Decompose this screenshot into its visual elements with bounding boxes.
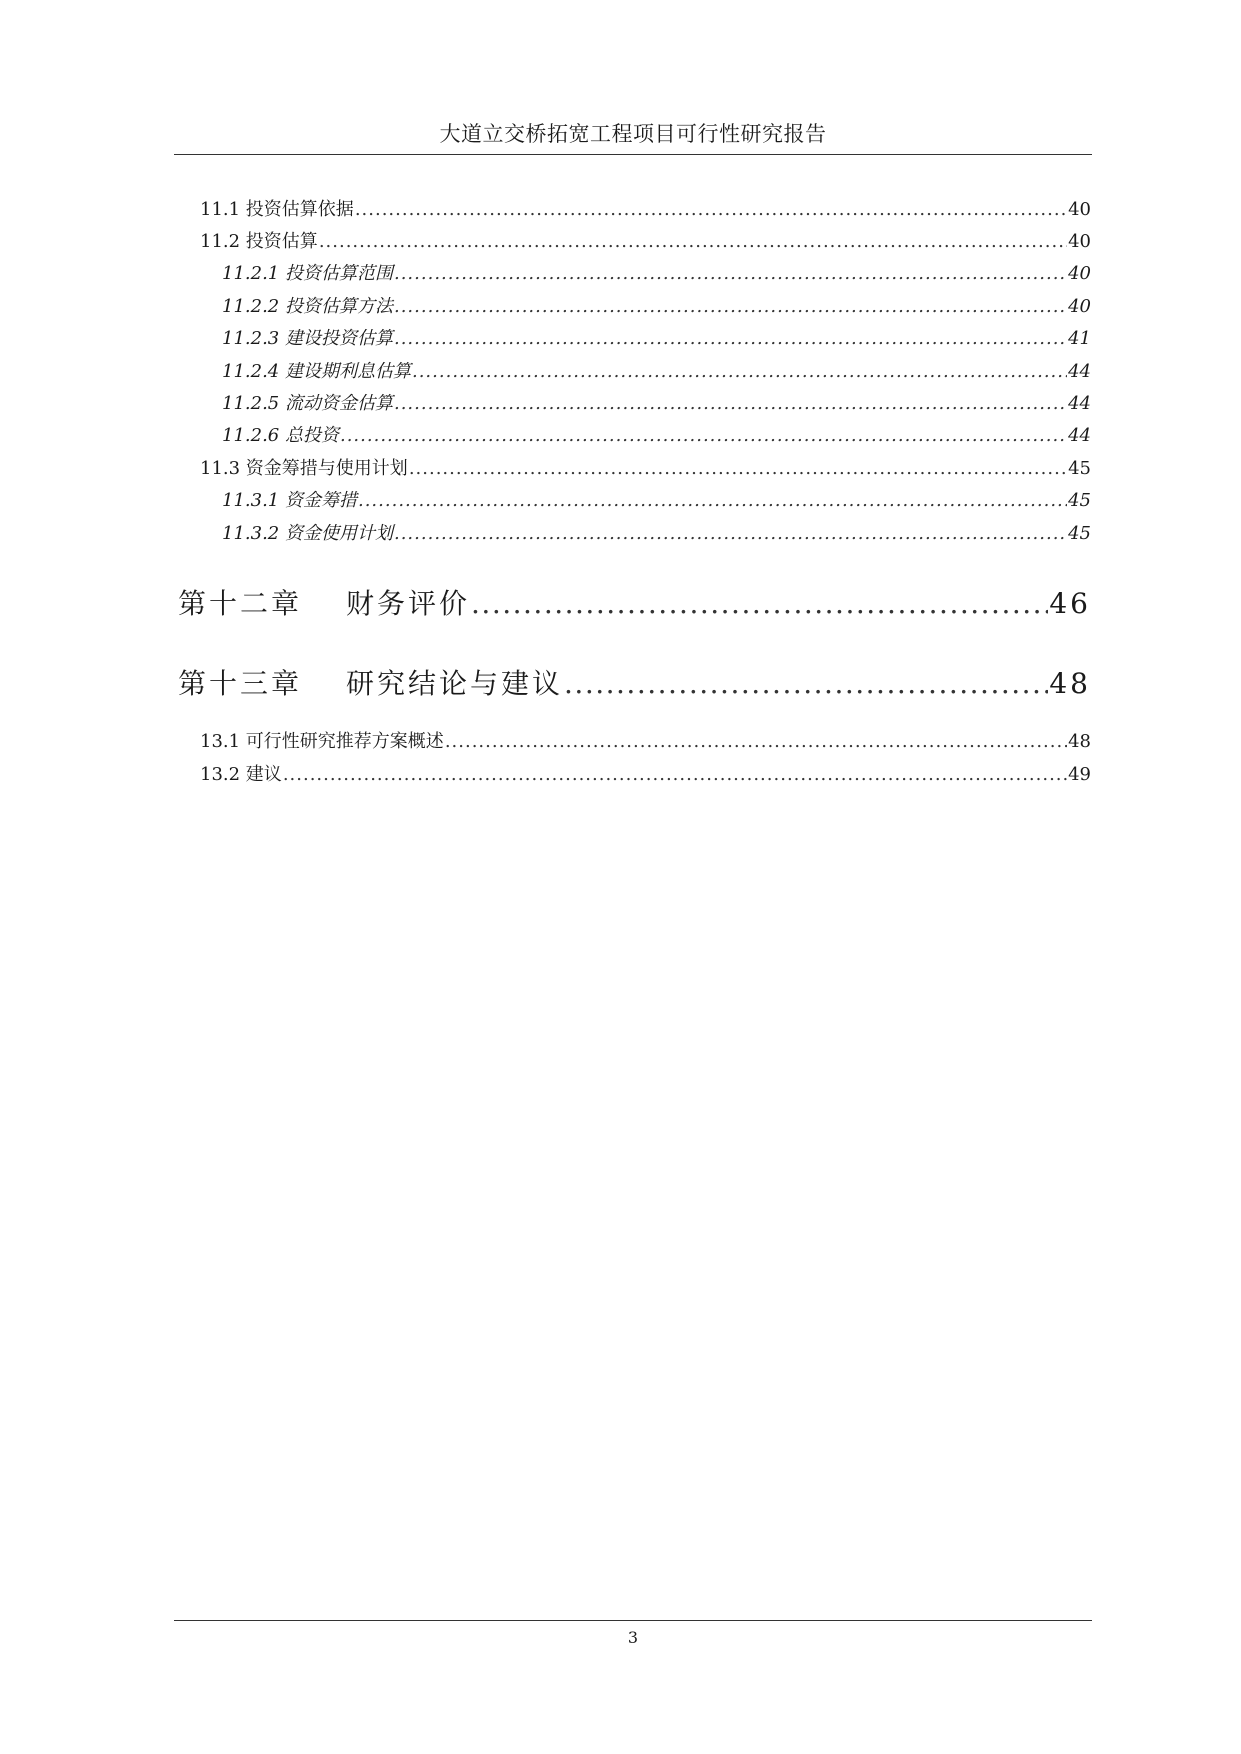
toc-entry-11-2-4[interactable] [222, 357, 1091, 383]
toc-entry-label: 11.2.5 流动资金估算 [222, 393, 393, 414]
toc-page-number: 41 [1068, 328, 1091, 349]
dot-leader [412, 361, 1067, 382]
toc-page-number: 45 [1068, 490, 1091, 511]
toc-entry-label: 11.2.6 总投资 [222, 425, 339, 446]
toc-entry-11-2-5[interactable] [222, 389, 1091, 415]
chapter-title: 研究结论与建议 [346, 667, 564, 700]
toc-page-number: 40 [1068, 296, 1091, 317]
toc-entry-11-3[interactable] [200, 454, 1091, 480]
dot-leader [394, 328, 1067, 349]
toc-chapter-heading [178, 582, 470, 622]
dot-leader [394, 523, 1067, 544]
toc-page-number: 44 [1068, 393, 1091, 414]
toc-entry-11-1[interactable] [200, 195, 1091, 221]
toc-entry-11-2-6[interactable] [222, 421, 1091, 447]
toc-chapter-12[interactable] [178, 582, 1091, 622]
dot-leader [394, 393, 1067, 414]
toc-entry-13-1[interactable] [200, 727, 1091, 753]
dot-leader [394, 263, 1067, 284]
chapter-number: 第十三章 [178, 667, 303, 700]
toc-page-number: 40 [1068, 231, 1091, 252]
toc-page-number: 45 [1068, 458, 1091, 479]
toc-page-number: 46 [1049, 587, 1091, 620]
toc-entry-label: 11.3.1 资金筹措 [222, 490, 357, 511]
toc-entry-11-2-2[interactable] [222, 292, 1091, 318]
dot-leader [564, 667, 1048, 700]
toc-entry-11-2-3[interactable] [222, 324, 1091, 350]
toc-entry-label: 11.2.1 投资估算范围 [222, 263, 393, 284]
toc-entry-13-2[interactable] [200, 760, 1091, 786]
toc-chapter-13[interactable] [178, 662, 1091, 702]
dot-leader [355, 199, 1067, 220]
dot-leader [319, 231, 1067, 252]
toc-entry-label: 11.3.2 资金使用计划 [222, 523, 393, 544]
toc-entry-label: 11.2.3 建设投资估算 [222, 328, 393, 349]
dot-leader [445, 731, 1067, 752]
toc-page-number: 48 [1049, 667, 1091, 700]
page-number: 3 [627, 1628, 639, 1647]
toc-entry-label: 11.2.2 投资估算方法 [222, 296, 393, 317]
toc-entry-label: 13.1 可行性研究推荐方案概述 [200, 731, 444, 752]
toc-page-number: 49 [1068, 764, 1091, 785]
dot-leader [409, 458, 1067, 479]
toc-page-number: 48 [1068, 731, 1091, 752]
toc-entry-label: 13.2 建议 [200, 764, 282, 785]
toc-page-number: 40 [1068, 199, 1091, 220]
dot-leader [283, 764, 1067, 785]
dot-leader [394, 296, 1067, 317]
toc-page-number: 40 [1068, 263, 1091, 284]
toc-entry-11-3-1[interactable] [222, 486, 1091, 512]
running-header: 大道立交桥拓宽工程项目可行性研究报告 [439, 122, 827, 146]
footer-rule [174, 1620, 1092, 1621]
dot-leader [340, 425, 1067, 446]
toc-page-number: 45 [1068, 523, 1091, 544]
toc-entry-label: 11.1 投资估算依据 [200, 199, 354, 220]
dot-leader [471, 587, 1048, 620]
toc-entry-label: 11.2.4 建设期利息估算 [222, 361, 411, 382]
toc-entry-11-3-2[interactable] [222, 519, 1091, 545]
dot-leader [358, 490, 1067, 511]
toc-page-number: 44 [1068, 425, 1091, 446]
toc-chapter-heading [178, 662, 563, 702]
toc-entry-label: 11.3 资金筹措与使用计划 [200, 458, 408, 479]
chapter-title: 财务评价 [346, 587, 471, 620]
toc-entry-11-2-1[interactable] [222, 259, 1091, 285]
toc-entry-label: 11.2 投资估算 [200, 231, 318, 252]
chapter-number: 第十二章 [178, 587, 303, 620]
toc-entry-11-2[interactable] [200, 227, 1091, 253]
toc-page-number: 44 [1068, 361, 1091, 382]
header-rule [174, 154, 1092, 155]
